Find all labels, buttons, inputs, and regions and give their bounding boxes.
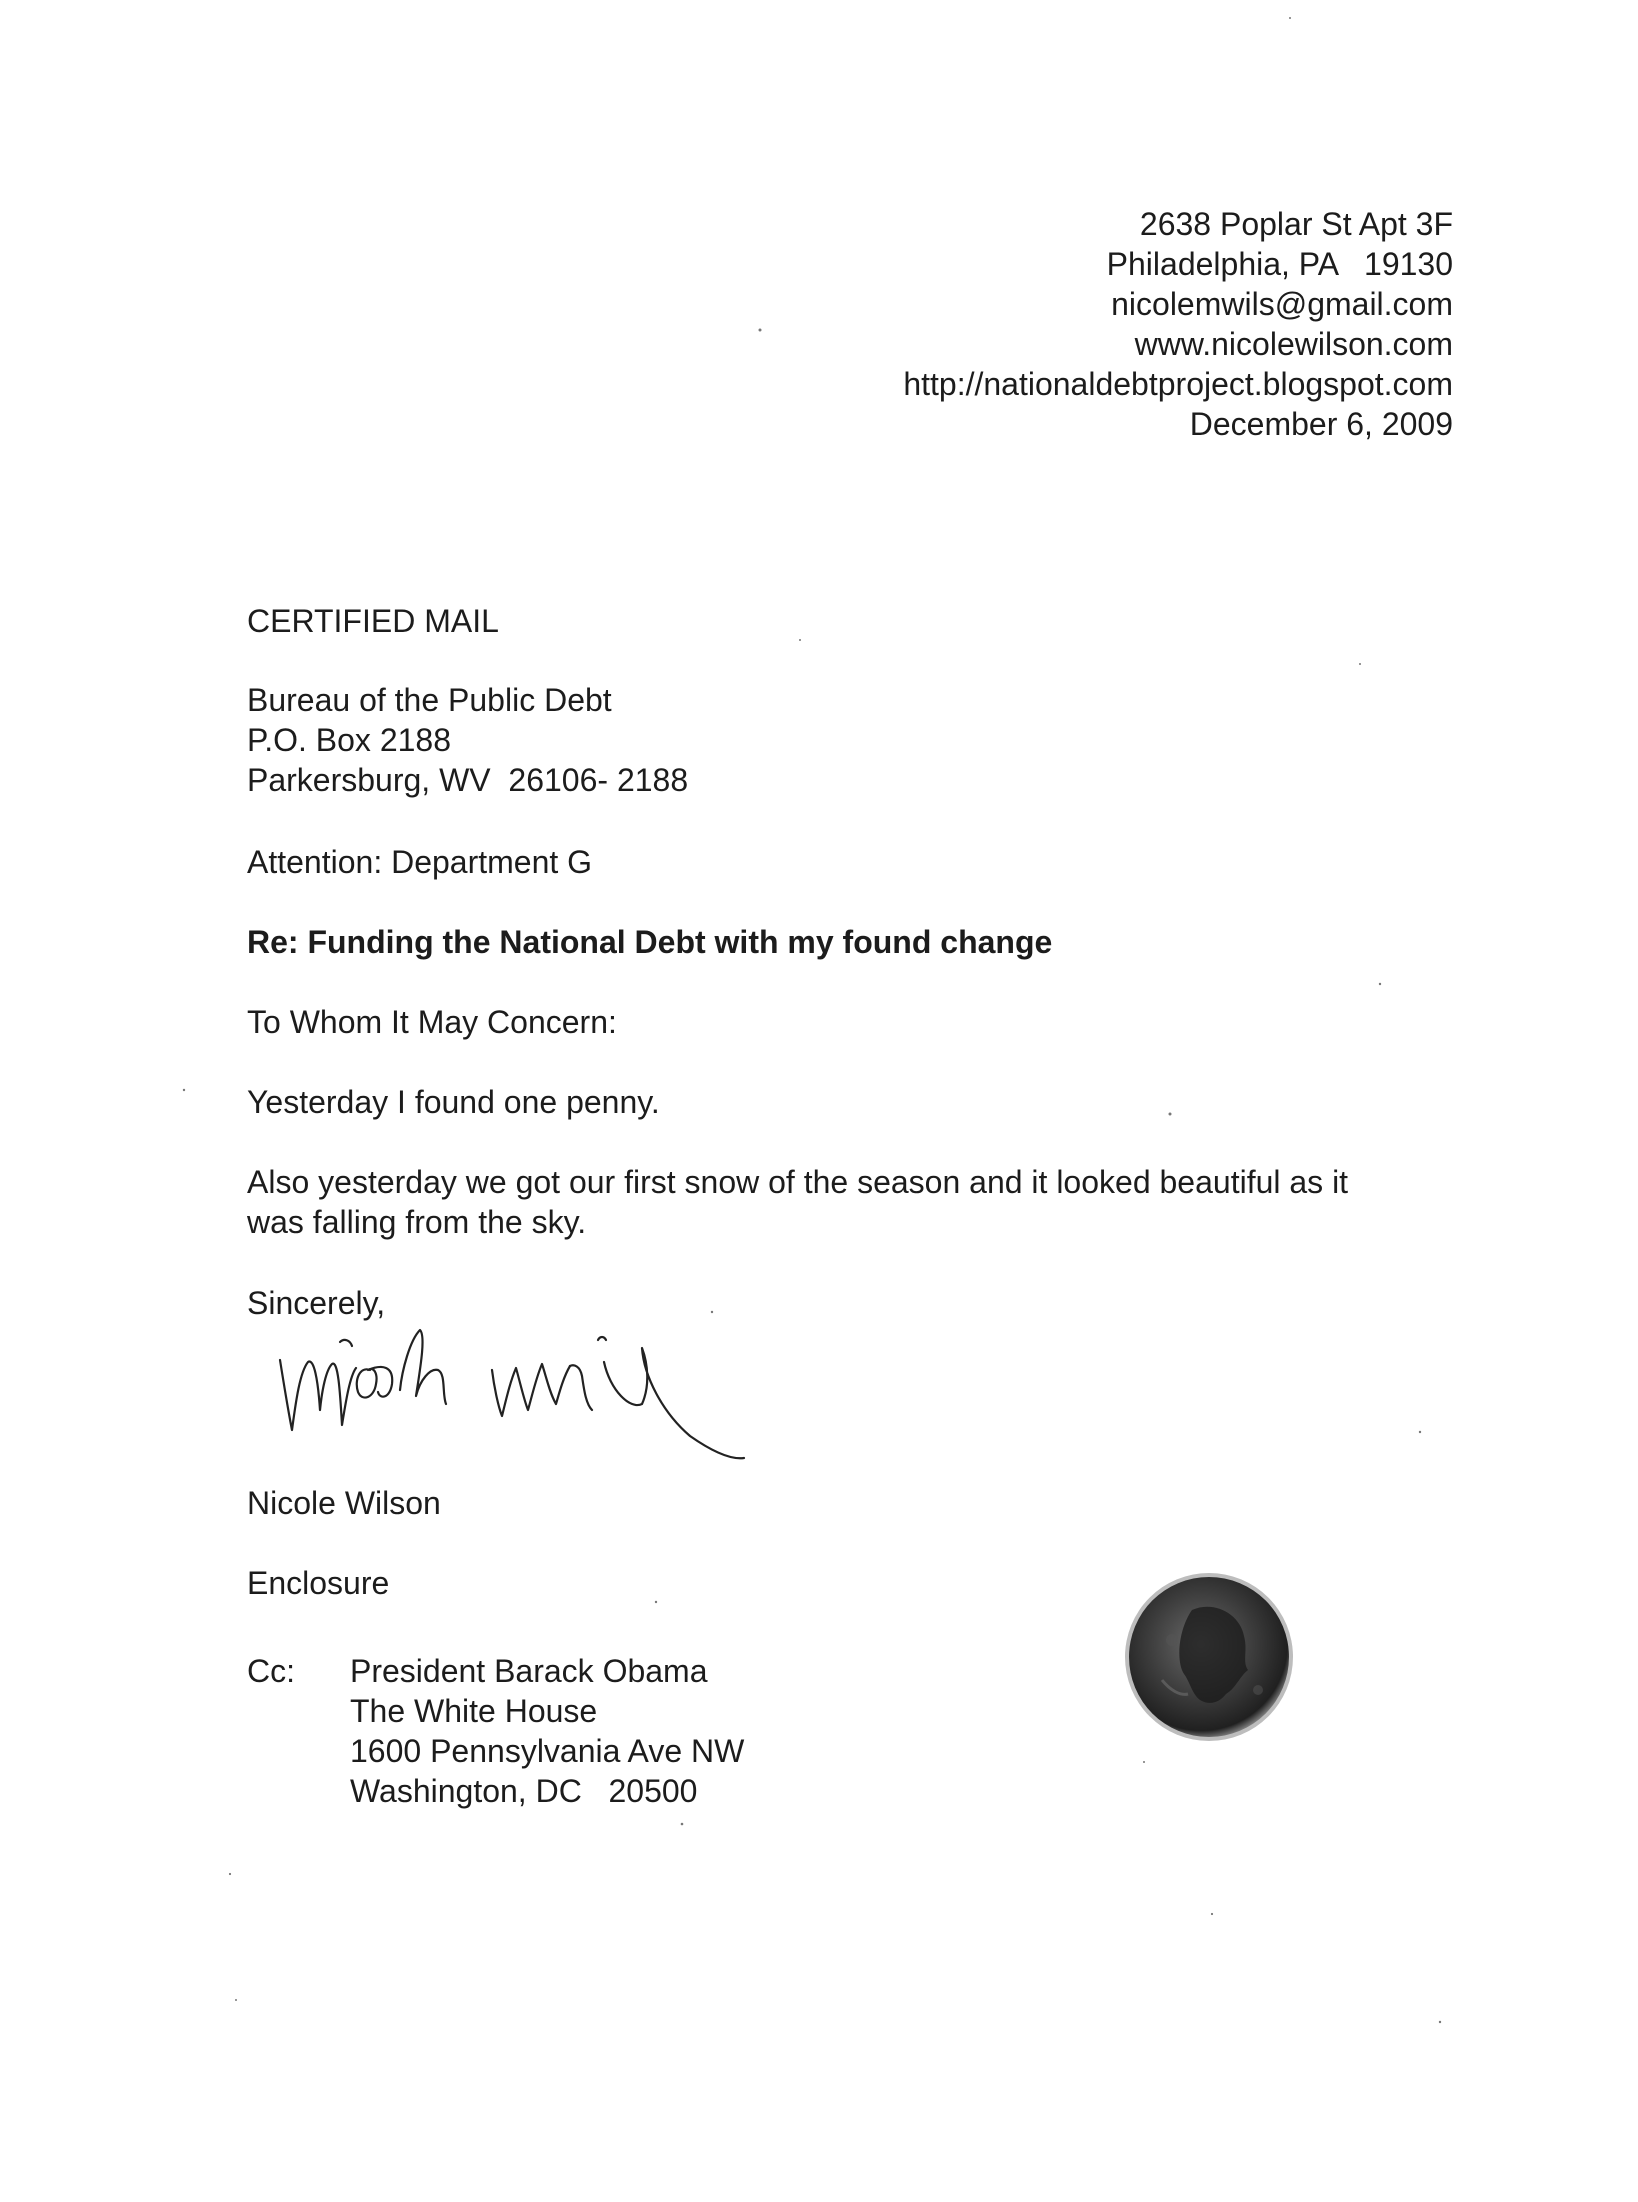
body-paragraph-2 bbox=[247, 1162, 1348, 1242]
sender-email: nicolemwils@gmail.com bbox=[1111, 286, 1453, 322]
sender-block bbox=[903, 204, 1453, 444]
recipient-name: Bureau of the Public Debt bbox=[247, 682, 612, 718]
sender-blog: http://nationaldebtproject.blogspot.com bbox=[903, 366, 1453, 402]
cc-street: 1600 Pennsylvania Ave NW bbox=[350, 1733, 745, 1769]
cc-place: The White House bbox=[350, 1693, 598, 1729]
cc-city-state-zip: Washington, DC 20500 bbox=[350, 1773, 698, 1809]
closing: Sincerely, bbox=[247, 1285, 386, 1321]
recipient-po-box: P.O. Box 2188 bbox=[247, 722, 451, 758]
attention-line: Attention: Department G bbox=[247, 844, 593, 880]
recipient-block bbox=[247, 680, 688, 800]
sender-address-line2: Philadelphia, PA 19130 bbox=[1106, 246, 1453, 282]
body-paragraph-1: Yesterday I found one penny. bbox=[247, 1084, 660, 1120]
cc-block bbox=[350, 1651, 744, 1811]
signer-name: Nicole Wilson bbox=[247, 1485, 441, 1521]
body-paragraph-2-line-2: was falling from the sky. bbox=[247, 1204, 587, 1240]
recipient-city-state-zip: Parkersburg, WV 26106- 2188 bbox=[247, 762, 689, 798]
salutation: To Whom It May Concern: bbox=[247, 1004, 617, 1040]
cc-name: President Barack Obama bbox=[350, 1653, 708, 1689]
delivery-method: CERTIFIED MAIL bbox=[247, 603, 499, 639]
penny-image bbox=[1122, 1570, 1297, 1745]
sender-address-line1: 2638 Poplar St Apt 3F bbox=[1139, 206, 1453, 242]
handwritten-signature bbox=[270, 1300, 870, 1470]
letter-date: December 6, 2009 bbox=[1189, 406, 1453, 442]
sender-website: www.nicolewilson.com bbox=[1134, 326, 1453, 362]
enclosure-note: Enclosure bbox=[247, 1565, 390, 1601]
body-paragraph-2-line-1: Also yesterday we got our first snow of the season and it looked beautiful as it bbox=[247, 1164, 1349, 1200]
subject-line: Re: Funding the National Debt with my found change bbox=[247, 924, 1053, 960]
cc-label: Cc: bbox=[247, 1653, 295, 1689]
